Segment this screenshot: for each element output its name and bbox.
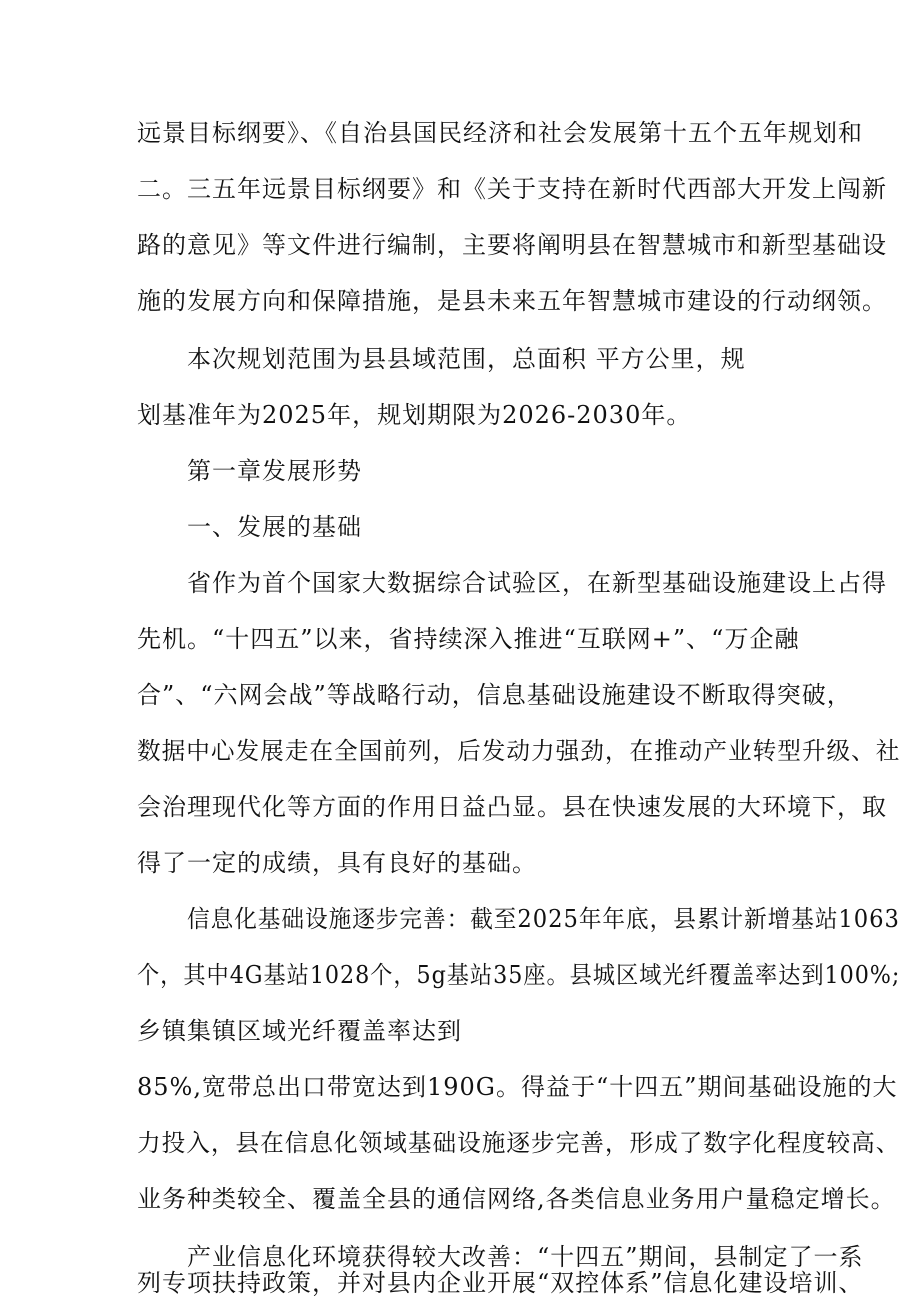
text-line: 路的意见》等文件进行编制，主要将阐明县在智慧城市和新型基础设: [137, 231, 887, 259]
text-line: 信息化基础设施逐步完善：截至2025年年底，县累计新增基站1063: [187, 905, 900, 933]
text-line: 本次规划范围为县县域范围，总面积 平方公里，规: [187, 345, 746, 373]
text-line: 远景目标纲要》、《自治县国民经济和社会发展第十五个五年规划和: [137, 119, 863, 147]
text-line: 合”、“六网会战”等战略行动，信息基础设施建设不断取得突破，: [137, 681, 852, 709]
text-line: 85%,宽带总出口带宽达到190G。得益于“十四五”期间基础设施的大: [137, 1073, 898, 1101]
text-line: 得了一定的成绩，具有良好的基础。: [137, 849, 537, 877]
text-line: 力投入，县在信息化领域基础设施逐步完善，形成了数字化程度较高、: [137, 1129, 901, 1157]
text-line: 列专项扶持政策，并对县内企业开展“双控体系”信息化建设培训、: [137, 1269, 864, 1297]
chapter-heading: 第一章发展形势: [187, 457, 362, 485]
text-line: 数据中心发展走在全国前列，后发动力强劲，在推动产业转型升级、社: [137, 737, 901, 765]
text-line: 二。三五年远景目标纲要》和《关于支持在新时代西部大开发上闯新: [137, 175, 887, 203]
text-line: 产业信息化环境获得较大改善：“十四五”期间，县制定了一系: [187, 1243, 864, 1271]
section-heading: 一、发展的基础: [187, 513, 362, 541]
text-line: 乡镇集镇区域光纤覆盖率达到: [137, 1017, 462, 1045]
text-line: 施的发展方向和保障措施，是县未来五年智慧城市建设的行动纲领。: [137, 287, 887, 315]
text-line: 先机。“十四五”以来，省持续深入推进“互联网+”、“万企融: [137, 625, 800, 653]
text-line: 划基准年为2025年，规划期限为2026-2030年。: [137, 401, 692, 429]
text-line: 业务种类较全、覆盖全县的通信网络,各类信息业务用户量稳定增长。: [137, 1185, 896, 1213]
text-line: 个，其中4G基站1028个，5g基站35座。县城区域光纤覆盖率达到100%;: [137, 961, 901, 989]
text-line: 会治理现代化等方面的作用日益凸显。县在快速发展的大环境下，取: [137, 793, 887, 821]
text-line: 省作为首个国家大数据综合试验区，在新型基础设施建设上占得: [187, 569, 887, 597]
